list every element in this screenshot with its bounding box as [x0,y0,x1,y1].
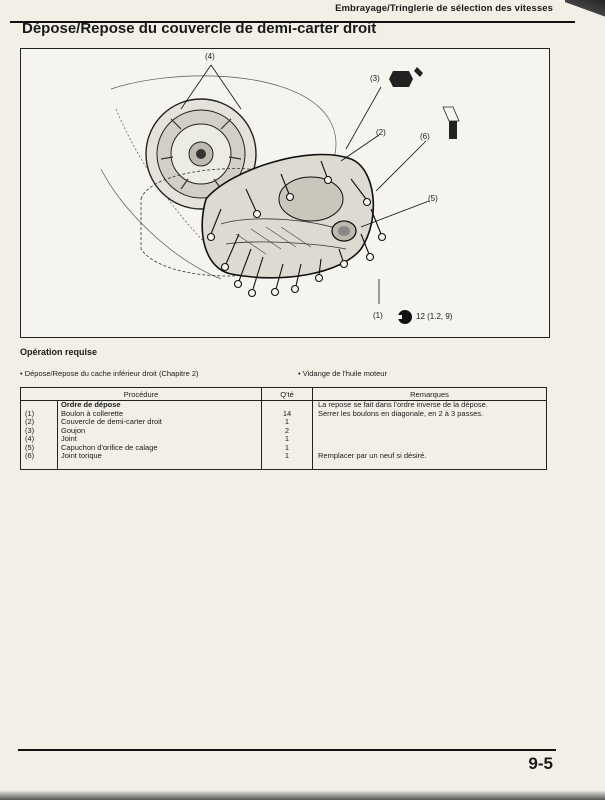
header-procedure: Procédure [21,388,262,401]
oil-symbol [443,107,459,139]
row-qty: 1 [284,434,290,443]
order-label: Ordre de dépose [61,400,121,409]
page-corner-tab [565,0,605,22]
operation-heading: Opération requise [20,347,98,357]
remark-line: Remplacer par un neuf si désiré. [318,451,427,460]
header-qty: Q'té [262,388,313,401]
callout-6: (6) [420,132,430,141]
torque-spec: 12 (1.2, 9) [416,312,453,321]
row-desc: Boulon à collerette [61,408,124,418]
timing-hole-cap [332,221,356,241]
remarks-column [313,401,547,470]
page-title: Dépose/Repose du couvercle de demi-carter droit [22,20,377,37]
row-num: (6) [25,451,35,460]
prereq-right: • Vidange de l'huile moteur [298,369,387,378]
exploded-diagram [20,48,550,338]
remark-line: La repose se fait dans l'ordre inverse de la dépose. [318,400,488,409]
page-number: 9-5 [528,754,553,773]
callout-5: (5) [428,194,438,203]
row-desc: Joint torique [61,451,102,460]
row-qty: 14 [282,408,292,418]
section-header: Embrayage/Tringlerie de sélection des vitesses [335,3,553,14]
footer-rule [18,749,556,751]
callout-2: (2) [376,128,386,137]
row-desc: Couvercle de demi-carter droit [61,417,162,426]
remark-line: Serrer les boulons en diagonale, en 2 à 3 passes. [318,408,484,418]
row-qty: 2 [284,425,290,435]
row-qty: 1 [284,417,290,426]
threadlock-symbol [389,67,423,87]
row-num: (3) [25,425,35,435]
scan-edge-shadow [0,790,605,800]
callout-1: (1) [373,311,383,320]
row-num: (2) [25,417,35,426]
row-desc: Goujon [61,425,86,435]
row-desc: Joint [61,434,77,443]
row-num: (1) [25,408,35,418]
callout-4: (4) [205,52,215,61]
header-remarks: Remarques [313,388,547,401]
row-qty: 1 [284,451,290,460]
prereq-left: • Dépose/Repose du cache inférieur droit (Chapitre 2) [20,369,199,378]
row-qty: 1 [284,442,290,452]
row-num: (5) [25,442,35,452]
torque-wrench-icon [394,310,412,324]
cover-illustration [21,49,549,337]
row-num: (4) [25,434,35,443]
desc-column [58,401,262,470]
qty-column [262,401,313,470]
row-desc: Capuchon d'orifice de calage [61,442,158,452]
callout-3: (3) [370,74,380,83]
procedure-table [20,387,547,470]
num-column [21,401,58,470]
